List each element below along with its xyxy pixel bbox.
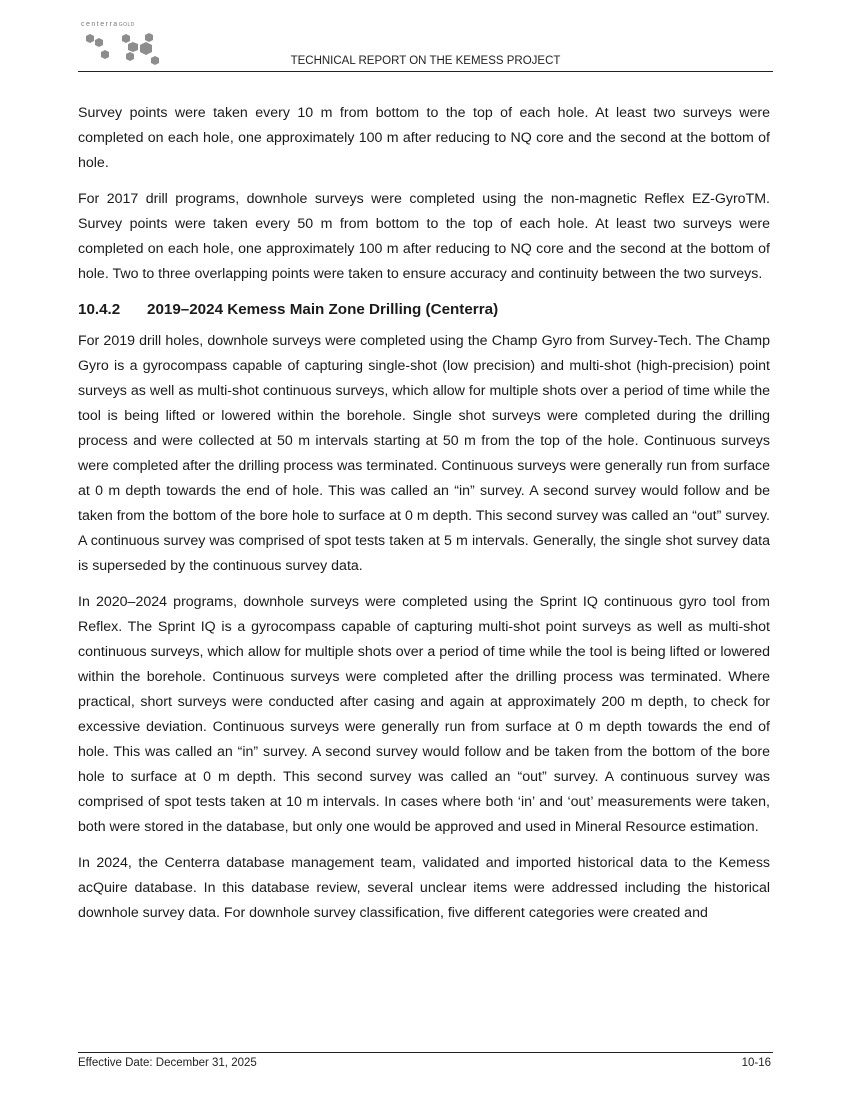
logo-suffix: GOLD (118, 22, 135, 28)
section-heading (78, 298, 770, 322)
logo-wordmark (81, 21, 135, 28)
paragraph-5: In 2024, the Centerra database management team, validated and imported historical data to the Kemess acQuire database. In this database review, several unclear items were addressed including the historical downhole survey data. For downhole survey classification, five different categories were created and (78, 855, 770, 921)
report-title: TECHNICAL REPORT ON THE KEMESS PROJECT (290, 55, 561, 67)
paragraph-3: For 2019 drill holes, downhole surveys were completed using the Champ Gyro from Survey-Tech. The Champ Gyro is a gyrocompass capable of capturing single-shot (low precision) and multi-shot (high-precision) point surveys as well as multi-shot continuous surveys, which allow for multiple shots over a period of time while the tool is being lifted or lowered within the borehole. Single shot surveys were completed during the drilling process and were collected at 50 m intervals starting at 50 m from the top of the hole. Continuous surveys were completed after the drilling process was terminated. Continuous surveys were generally run from surface at 0 m depth towards the end of hole. This was called an “in” survey. A second survey would follow and be taken from the bottom of the bore hole to surface at 0 m depth. This second survey was called an “out” survey. A continuous survey was comprised of spot tests taken at 5 m intervals. Generally, the single shot survey data is superseded by the continuous survey data. (78, 333, 770, 574)
logo-text: centerra (81, 21, 119, 28)
section-number: 10.4.2 (78, 301, 121, 318)
page-header (78, 20, 773, 72)
section-title: 2019–2024 Kemess Main Zone Drilling (Centerra) (147, 301, 499, 318)
page-body (78, 101, 770, 937)
paragraph-2: For 2017 drill programs, downhole surveys were completed using the non-magnetic Reflex EZ-GyroTM. Survey points were taken every 50 m from bottom to the top of each hole. At least two surveys were completed on each hole, one approximately 100 m after reducing to NQ core and the second at the bottom of hole. Two to three overlapping points were taken to ensure accuracy and continuity between the two surveys. (78, 191, 770, 282)
page-footer (78, 1052, 773, 1069)
paragraph-4: In 2020–2024 programs, downhole surveys were completed using the Sprint IQ continuous gyro tool from Reflex. The Sprint IQ is a gyrocompass capable of capturing multi-shot point surveys as well as multi-shot continuous surveys, which allow for multiple shots over a period of time while the tool is being lifted or lowered within the borehole. Continuous surveys were completed after the drilling process was terminated. Where practical, short surveys were conducted after casing and again at approximately 200 m depth, to check for excessive deviation. Continuous surveys were generally run from surface at 0 m depth towards the end of hole. This was called an “in” survey. A second survey would follow and be taken from the bottom of the bore hole to surface at 0 m depth. This second survey was called an “out” survey. A continuous survey was comprised of spot tests taken at 10 m intervals. In cases where both ‘in’ and ‘out’ measurements were taken, both were stored in the database, but only one would be approved and used in Mineral Resource estimation. (78, 594, 770, 835)
paragraph-1: Survey points were taken every 10 m from bottom to the top of each hole. At least two surveys were completed on each hole, one approximately 100 m after reducing to NQ core and the second at the bottom of hole. (78, 105, 770, 171)
effective-date: Effective Date: December 31, 2025 (78, 1057, 257, 1069)
page-number: 10-16 (741, 1057, 771, 1069)
